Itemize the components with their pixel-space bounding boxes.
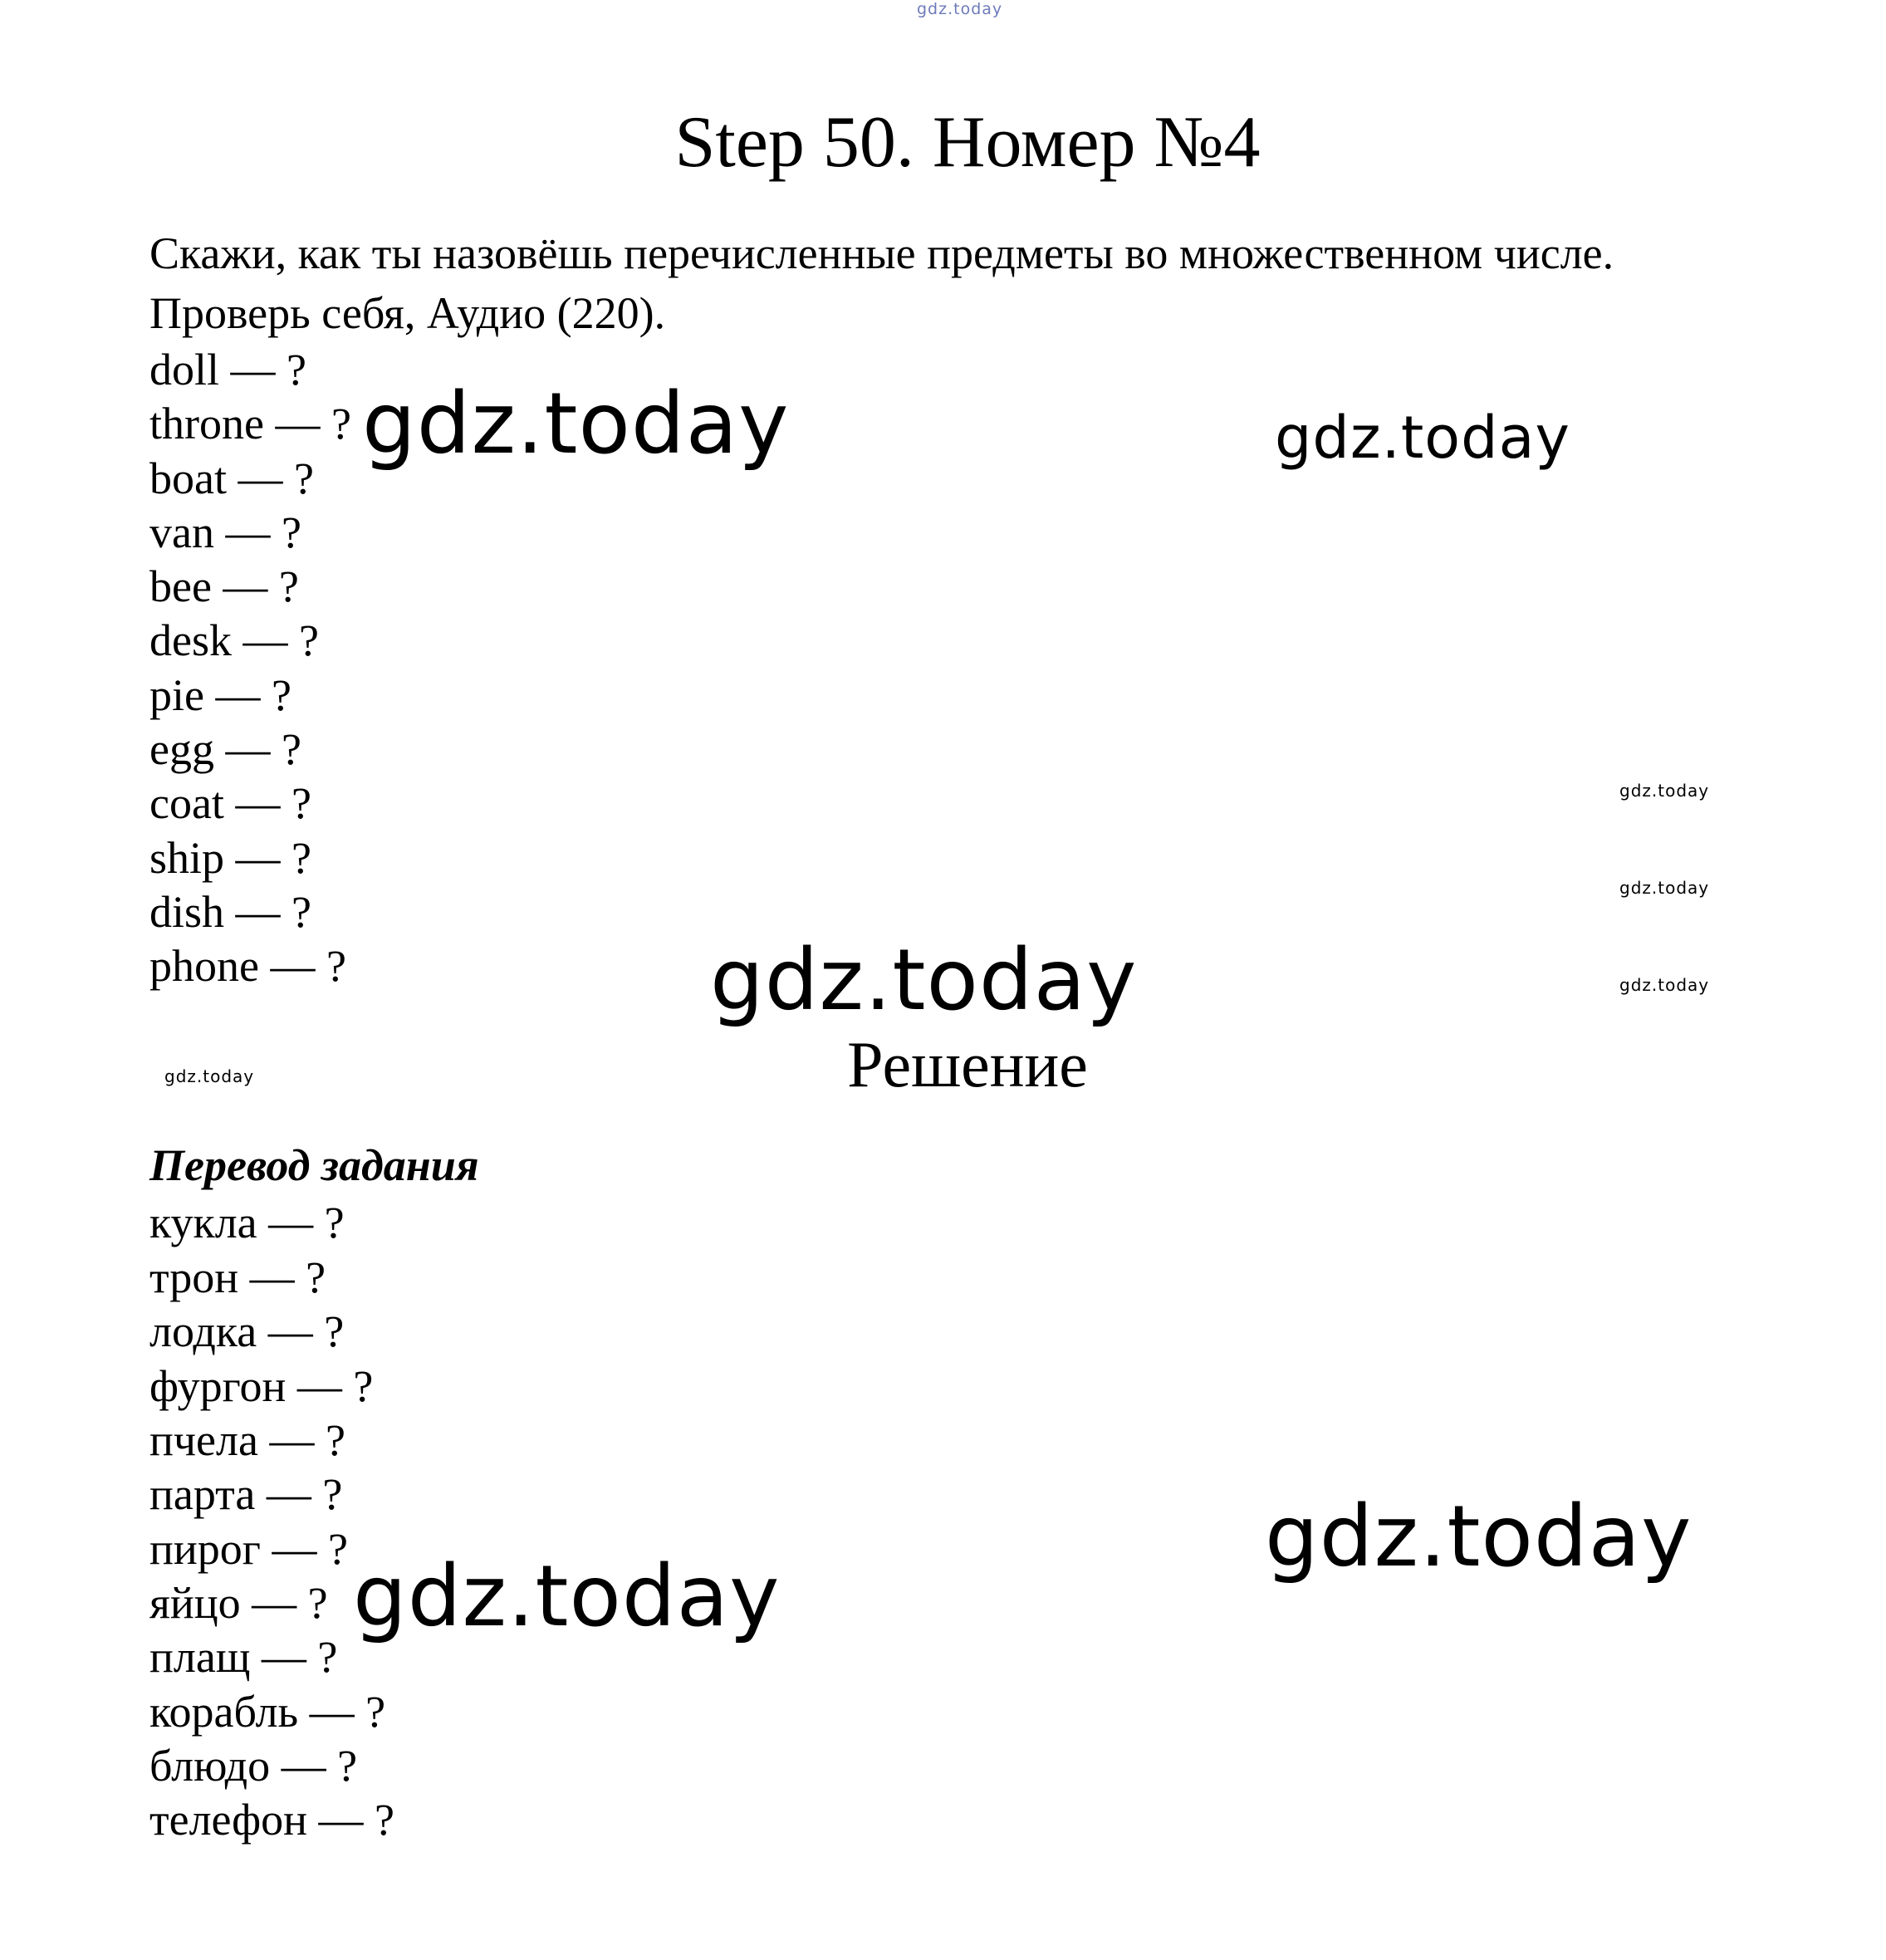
word-ru-furgon: фургон — ? xyxy=(149,1361,374,1411)
watermark-small-4: gdz.today xyxy=(164,1066,255,1086)
word-ru-lodka: лодка — ? xyxy=(149,1306,345,1356)
watermark-large-1: gdz.today xyxy=(362,375,790,473)
watermark-small-3: gdz.today xyxy=(1619,975,1710,995)
word-ru-parta: парта — ? xyxy=(149,1469,343,1519)
word-en-desk: desk — ? xyxy=(149,615,319,665)
translation-heading: Перевод задания xyxy=(149,1140,479,1190)
watermark-small-2: gdz.today xyxy=(1619,878,1710,898)
word-en-dish: dish — ? xyxy=(149,887,311,937)
watermark-top: gdz.today xyxy=(917,0,1003,18)
word-en-phone: phone — ? xyxy=(149,941,346,991)
watermark-small-1: gdz.today xyxy=(1619,781,1710,801)
solution-heading: Решение xyxy=(847,1028,1088,1100)
word-ru-korabl: корабль — ? xyxy=(149,1687,386,1737)
word-en-doll: doll — ? xyxy=(149,345,306,394)
word-en-egg: egg — ? xyxy=(149,724,301,774)
page-title: Step 50. Номер №4 xyxy=(674,102,1261,183)
word-ru-plashch: плащ — ? xyxy=(149,1632,338,1682)
word-en-throne: throne — ? xyxy=(149,399,351,448)
word-ru-telefon: телефон — ? xyxy=(149,1795,394,1845)
word-ru-tron: трон — ? xyxy=(149,1252,326,1302)
instruction-line-1: Скажи, как ты назовёшь перечисленные предметы во множественном числе. xyxy=(149,228,1614,278)
word-ru-pchela: пчела — ? xyxy=(149,1415,345,1465)
word-en-boat: boat — ? xyxy=(149,453,314,503)
word-ru-yaytso: яйцо — ? xyxy=(149,1578,328,1628)
word-en-pie: pie — ? xyxy=(149,670,291,720)
word-en-bee: bee — ? xyxy=(149,561,299,611)
word-ru-kukla: кукла — ? xyxy=(149,1198,345,1247)
word-ru-blyudo: блюдо — ? xyxy=(149,1741,358,1791)
watermark-large-3: gdz.today xyxy=(353,1547,781,1646)
word-ru-pirog: пирог — ? xyxy=(149,1524,348,1574)
watermark-large-2: gdz.today xyxy=(710,931,1138,1030)
instruction-line-2: Проверь себя, Аудио (220). xyxy=(149,288,666,338)
watermark-large-4: gdz.today xyxy=(1265,1487,1693,1586)
watermark-medium-1: gdz.today xyxy=(1275,404,1570,472)
word-en-van: van — ? xyxy=(149,507,301,557)
word-en-ship: ship — ? xyxy=(149,833,311,883)
word-en-coat: coat — ? xyxy=(149,778,311,828)
